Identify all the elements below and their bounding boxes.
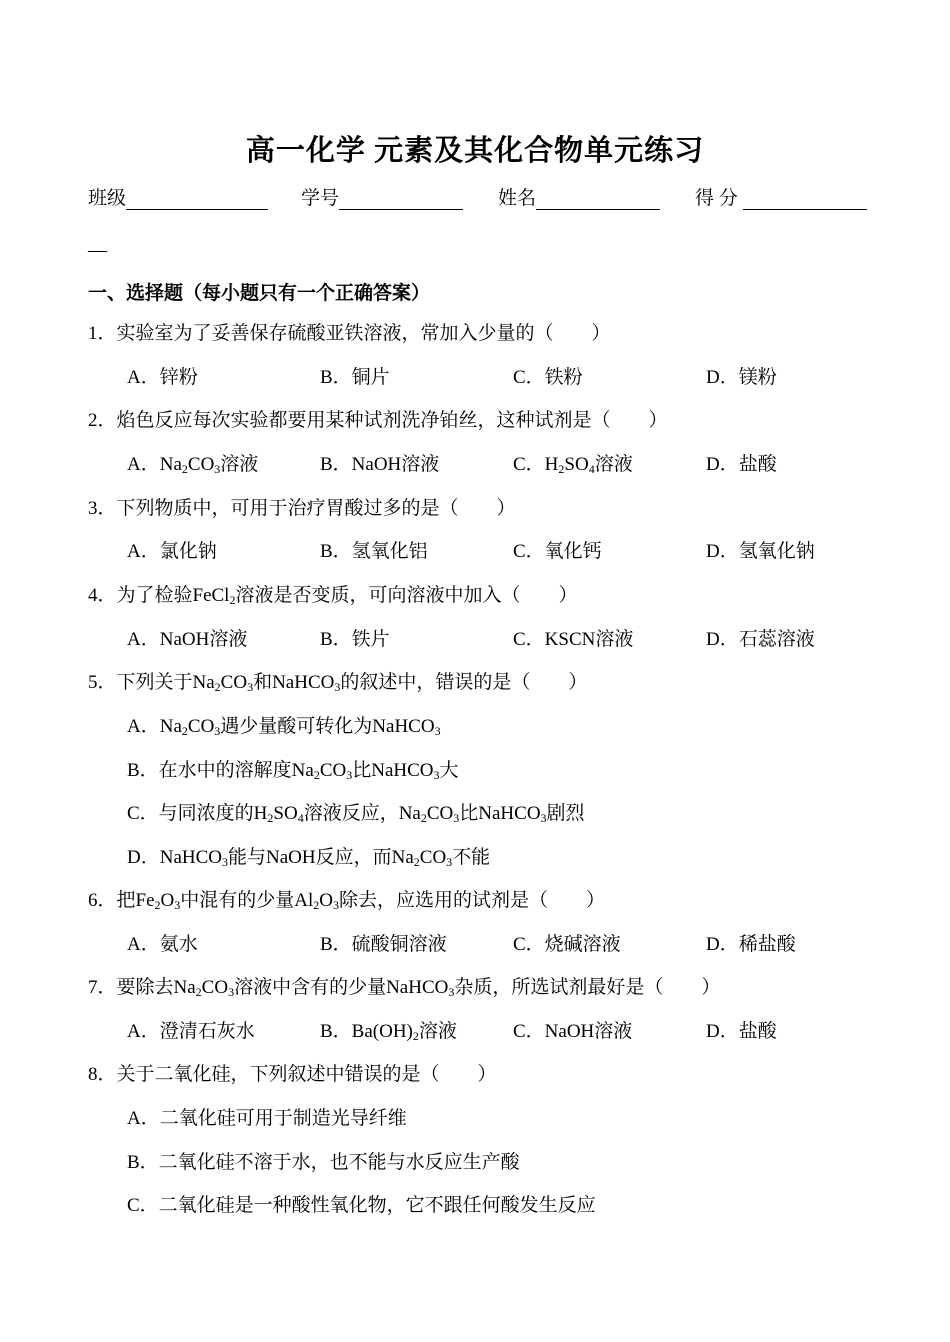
question-option: B．铁片 [320,629,390,650]
student-id-field [301,183,463,210]
question-option: A．澄清石灰水 [127,1021,255,1042]
trailing-dash: — [88,240,107,261]
question-option: A．$Na_2CO_3$遇少量酸可转化为NaHCO$_3$ [127,716,441,738]
question-option: A．二氧化硅可用于制造光导纤维 [127,1108,407,1129]
question-option: B．氢氧化铝 [320,541,428,562]
question-option: C．与同浓度的$H_2SO_4$溶液反应，$Na_2CO_3$比NaHCO$_3$剧烈 [127,803,585,825]
student-id-blank[interactable] [339,189,463,210]
question-option: B．在水中的溶解度$Na_2CO_3$比NaHCO$_3$大 [127,760,459,782]
class-label: 班级 [88,188,127,209]
question-stem: 8．关于二氧化硅，下列叙述中错误的是（ ） [88,1064,497,1085]
question-option: B．NaOH溶液 [320,454,440,475]
question-stem: 3．下列物质中，可用于治疗胃酸过多的是（ ） [88,498,516,519]
question-option: B．硫酸铜溶液 [320,934,447,955]
question-option: D．盐酸 [706,1021,777,1042]
question-option: D．镁粉 [706,367,777,388]
question-option: B．铜片 [320,367,390,388]
question-option: C．KSCN溶液 [513,629,634,650]
question-option: B．$Ba(OH)_2$溶液 [320,1021,457,1043]
question-option: D．氢氧化钠 [706,541,815,562]
question-stem: 1．实验室为了妥善保存硫酸亚铁溶液，常加入少量的（ ） [88,323,611,344]
question-stem: 6．把$Fe_2O_3$中混有的少量$Al_2O_3$除去，应选用的试剂是（ ） [88,890,606,912]
class-field [88,183,268,210]
question-option: D．盐酸 [706,454,777,475]
score-label: 得 分 [695,188,738,209]
student-id-label: 学号 [301,188,340,209]
section-title: 一、选择题（每小题只有一个正确答案） [88,283,431,304]
question-option: A．NaOH溶液 [127,629,248,650]
question-option: C．二氧化硅是一种酸性氧化物，它不跟任何酸发生反应 [127,1195,596,1216]
question-option: D．石蕊溶液 [706,629,815,650]
score-field [695,183,867,210]
question-stem: 4．为了检验FeCl$_2$溶液是否变质，可向溶液中加入（ ） [88,585,578,607]
name-field [498,183,660,210]
question-option: A．$Na_2CO_3$溶液 [127,454,259,476]
question-option: D．稀盐酸 [706,934,796,955]
name-label: 姓名 [498,188,537,209]
question-option: C．NaOH溶液 [513,1021,633,1042]
question-option: C．氧化钙 [513,541,602,562]
question-option: D．NaHCO$_3$能与NaOH反应，而$Na_2CO_3$不能 [127,847,491,869]
name-blank[interactable] [536,189,660,210]
score-blank[interactable] [743,189,867,210]
question-stem: 2．焰色反应每次实验都要用某种试剂洗净铂丝，这种试剂是（ ） [88,410,668,431]
question-option: A．锌粉 [127,367,198,388]
question-option: A．氨水 [127,934,198,955]
question-option: C．烧碱溶液 [513,934,621,955]
question-stem: 7．要除去$Na_2CO_3$溶液中含有的少量NaHCO$_3$杂质，所选试剂最好是（ ） [88,977,721,999]
class-blank[interactable] [126,189,268,210]
question-option: B．二氧化硅不溶于水，也不能与水反应生产酸 [127,1152,520,1173]
page-title: 高一化学 元素及其化合物单元练习 [245,135,705,167]
student-info-row [88,183,868,213]
question-option: C．$H_2SO_4$溶液 [513,454,633,476]
question-option: C．铁粉 [513,367,583,388]
question-option: A．氯化钠 [127,541,217,562]
question-stem: 5．下列关于$Na_2CO_3$和NaHCO$_3$的叙述中，错误的是（ ） [88,672,588,694]
